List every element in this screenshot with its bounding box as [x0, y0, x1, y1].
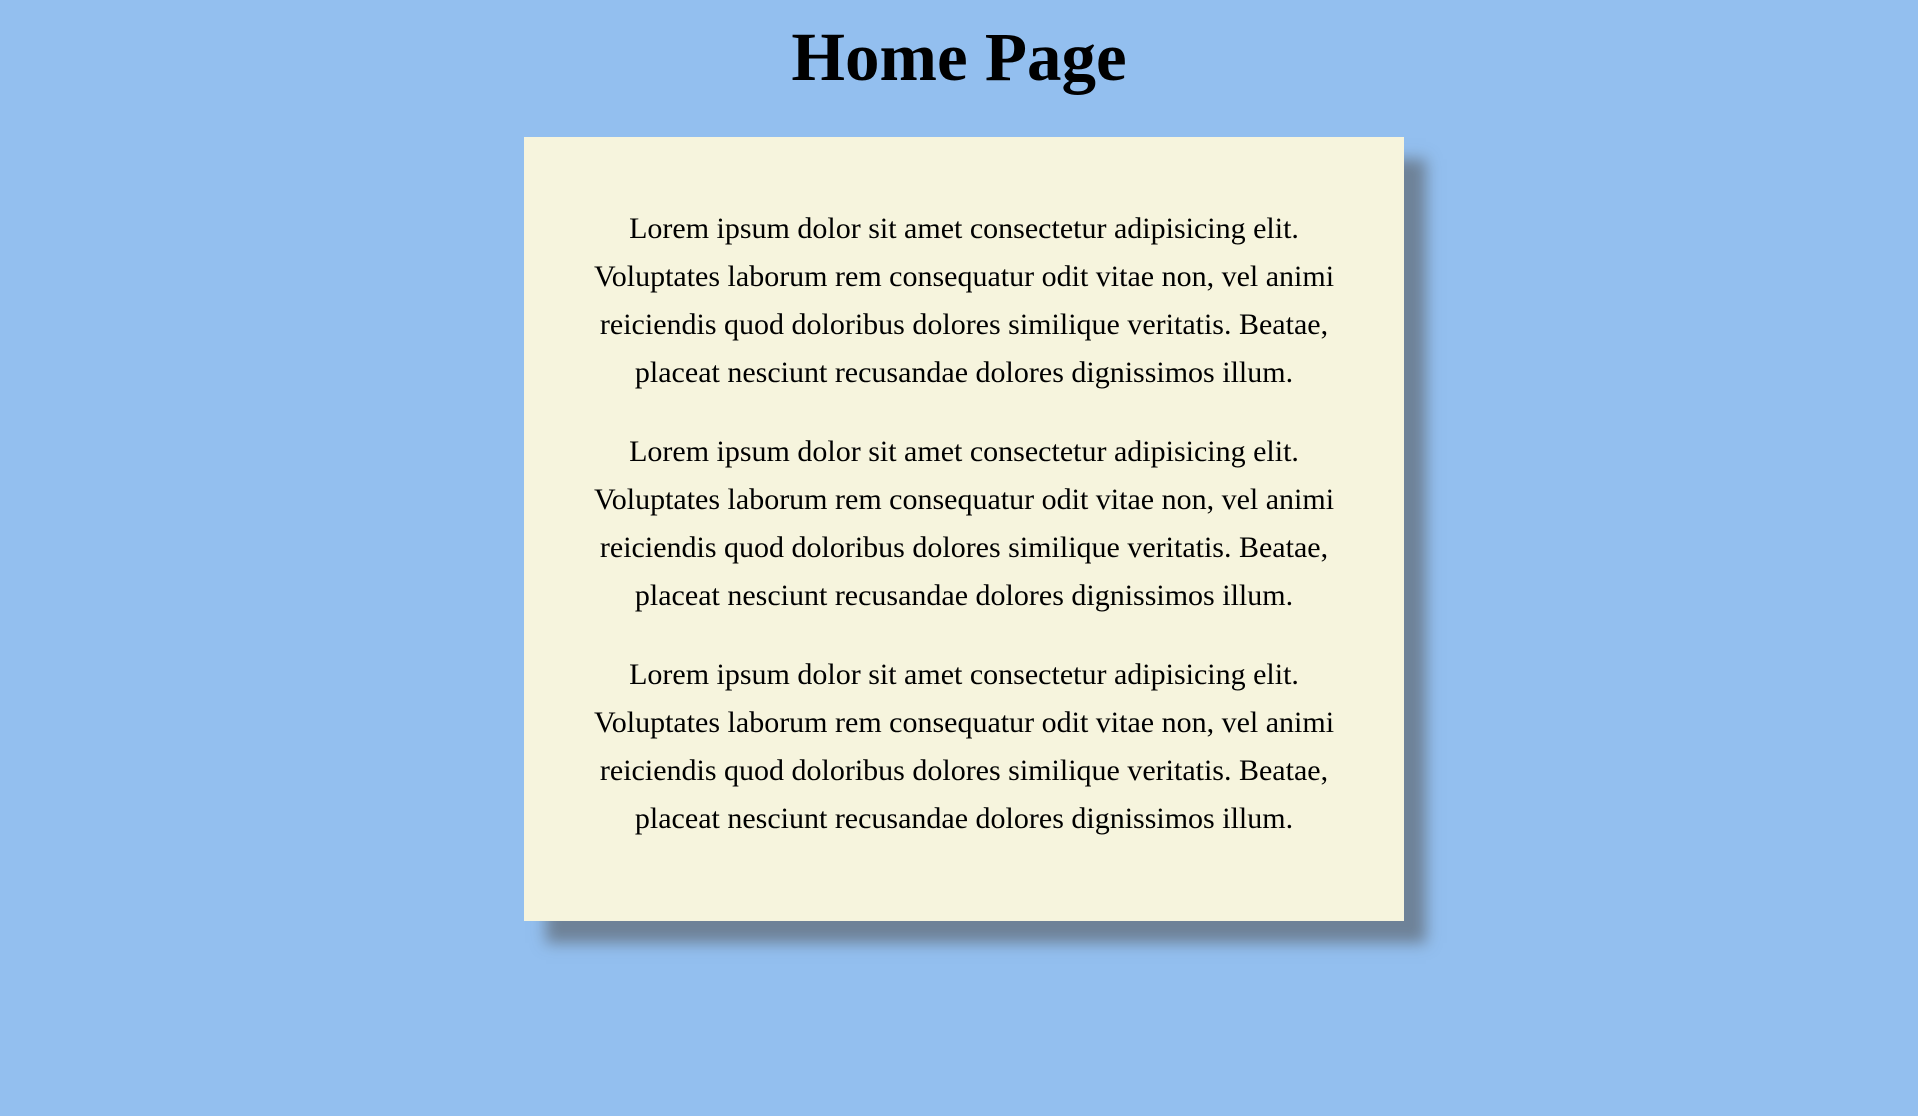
content-paragraph-3: Lorem ipsum dolor sit amet consectetur adipisicing elit. Voluptates laborum rem consequatur odit vitae non, vel animi reiciendis quod doloribus dolores similique veritatis. Beatae, placeat nesciunt recusandae dolores dignissimos illum.	[593, 658, 1335, 835]
content-paragraph-2: Lorem ipsum dolor sit amet consectetur adipisicing elit. Voluptates laborum rem consequatur odit vitae non, vel animi reiciendis quod doloribus dolores similique veritatis. Beatae, placeat nesciunt recusandae dolores dignissimos illum.	[593, 435, 1335, 612]
content-paragraph-1: Lorem ipsum dolor sit amet consectetur adipisicing elit. Voluptates laborum rem consequatur odit vitae non, vel animi reiciendis quod doloribus dolores similique veritatis. Beatae, placeat nesciunt recusandae dolores dignissimos illum.	[593, 212, 1335, 389]
page-title: Home Page	[791, 19, 1127, 95]
content-card	[524, 137, 1404, 921]
